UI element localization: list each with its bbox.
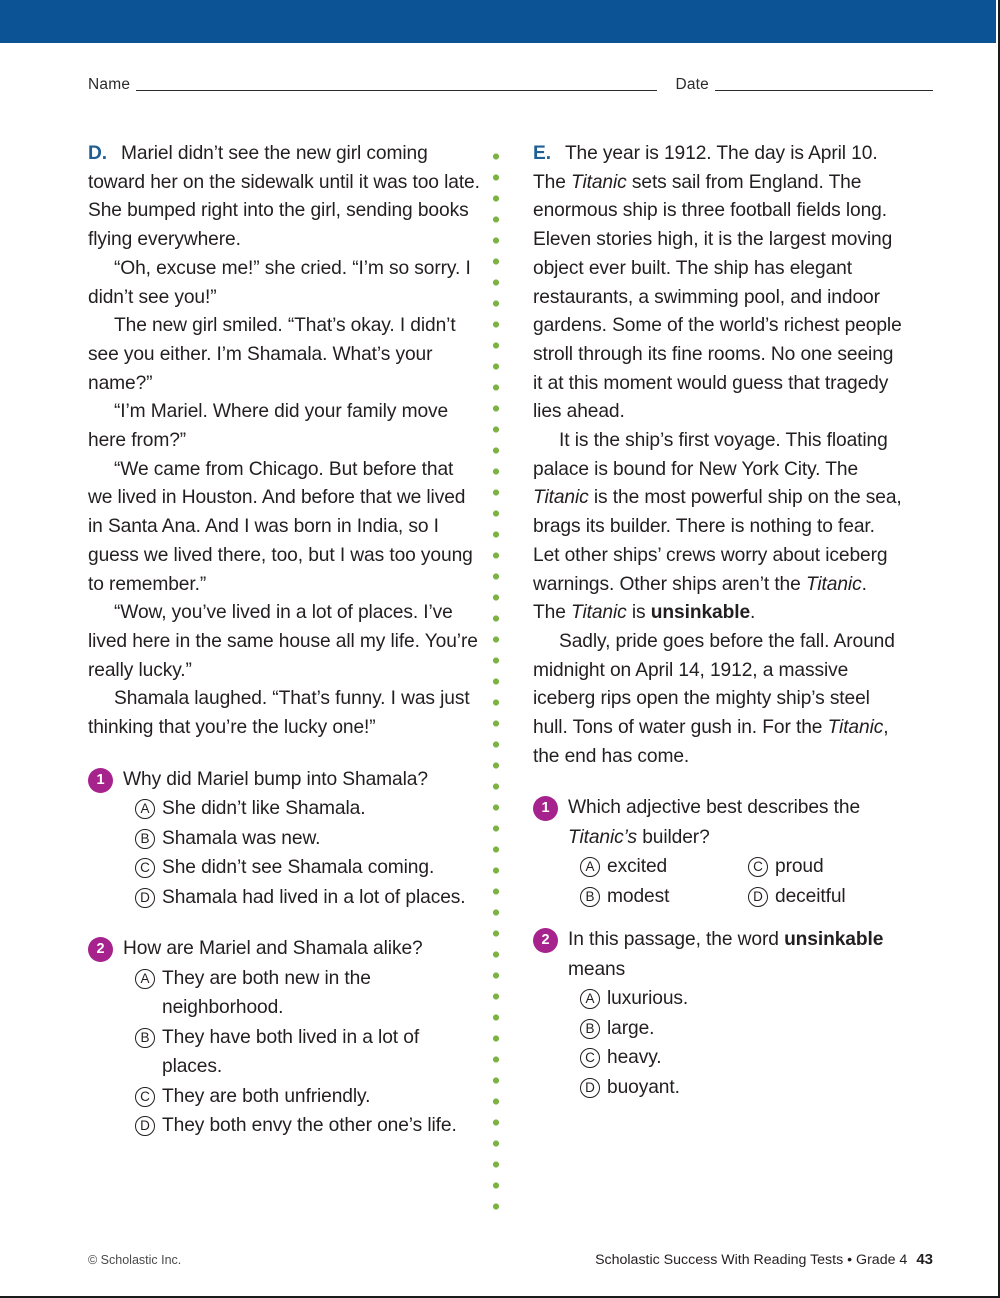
choice-list <box>568 852 904 911</box>
choice-text: They are both new in the neighborhood. <box>162 967 371 1019</box>
book-title: Scholastic Success With Reading Tests • Grade 4 <box>595 1252 908 1268</box>
choice-text: excited <box>607 856 668 878</box>
name-label: Name <box>88 76 131 93</box>
choice-bubble-b[interactable]: B <box>580 1019 600 1039</box>
name-date-row <box>88 76 933 95</box>
passage-e-paragraph-1 <box>533 140 904 427</box>
question-number-badge: 1 <box>533 796 558 821</box>
choice-option[interactable] <box>568 852 736 882</box>
choice-list <box>123 794 480 912</box>
choice-text: modest <box>607 885 670 907</box>
choice-bubble-d[interactable]: D <box>135 888 155 908</box>
spacer <box>533 911 904 925</box>
choice-bubble-c[interactable]: C <box>580 1048 600 1068</box>
choice-option[interactable] <box>123 853 480 883</box>
choice-option[interactable] <box>736 882 904 912</box>
choice-list <box>123 964 480 1141</box>
choice-text: They both envy the other one’s life. <box>162 1115 457 1137</box>
section-letter-d: D. <box>88 143 107 164</box>
choice-option[interactable] <box>568 984 904 1014</box>
choice-option[interactable] <box>568 1014 904 1044</box>
question-stem: In this passage, the word unsinkable means <box>568 929 884 980</box>
question-number-badge: 2 <box>88 937 113 962</box>
choice-bubble-c[interactable]: C <box>748 857 768 877</box>
choice-bubble-b[interactable]: B <box>135 829 155 849</box>
date-label: Date <box>675 76 709 93</box>
passage-e-text-1: The year is 1912. The day is April 10. The Titanic sets sail from England. The enormous ship is three football fields long. Eleven stories high, it is the largest moving object ever built. The ship has elegant restaurants, a swimming pool, and indoor gardens. Some of the world’s richest people stroll through its fine rooms. No one seeing it at this moment would guess that tragedy lies ahead. <box>533 143 902 423</box>
choice-bubble-b[interactable]: B <box>135 1028 155 1048</box>
choice-text: deceitful <box>775 885 846 907</box>
choice-option[interactable] <box>568 1043 904 1073</box>
question-number-badge: 2 <box>533 928 558 953</box>
question-body <box>568 793 904 911</box>
footer-title-group <box>595 1251 933 1268</box>
question-number-badge: 1 <box>88 768 113 793</box>
choice-text: heavy. <box>607 1047 662 1069</box>
choice-option[interactable] <box>123 1111 480 1141</box>
spacer <box>88 743 480 765</box>
choice-option[interactable] <box>123 964 480 1023</box>
choice-text: proud <box>775 856 824 878</box>
choice-text: Shamala was new. <box>162 827 321 849</box>
question-stem: Why did Mariel bump into Shamala? <box>123 768 428 790</box>
choice-bubble-d[interactable]: D <box>748 887 768 907</box>
question-stem: Which adjective best describes the Titanic’s builder? <box>568 797 861 848</box>
choice-text: large. <box>607 1017 655 1039</box>
choice-bubble-b[interactable]: B <box>580 887 600 907</box>
choice-text: She didn’t like Shamala. <box>162 798 366 820</box>
question-body <box>568 925 904 1102</box>
section-letter-e: E. <box>533 143 551 164</box>
passage-e <box>533 140 904 771</box>
choice-option[interactable] <box>123 1023 480 1082</box>
passage-e-paragraph-3: Sadly, pride goes before the fall. Around midnight on April 14, 1912, a massive iceberg rips open the mighty ship’s steel hull. Tons of water gush in. For the Titanic, the end has come. <box>533 630 895 767</box>
choice-bubble-a[interactable]: A <box>135 799 155 819</box>
left-column <box>88 140 488 1141</box>
question-body <box>123 934 480 1141</box>
copyright-notice: © Scholastic Inc. <box>88 1253 182 1267</box>
passage-d-paragraph-2: “Oh, excuse me!” she cried. “I’m so sorry. I didn’t see you!” <box>88 257 471 308</box>
choice-option[interactable] <box>736 852 904 882</box>
choice-text: luxurious. <box>607 988 689 1010</box>
passage-d <box>88 140 480 743</box>
choice-bubble-d[interactable]: D <box>135 1116 155 1136</box>
choice-text: Shamala had lived in a lot of places. <box>162 886 466 908</box>
choice-bubble-c[interactable]: C <box>135 858 155 878</box>
two-column-body <box>88 140 933 1211</box>
passage-d-paragraph-1 <box>88 140 480 255</box>
passage-d-text-1: Mariel didn’t see the new girl coming toward her on the sidewalk until it was too late. She bumped right into the girl, sending books flying everywhere. <box>88 143 480 251</box>
date-write-line[interactable] <box>715 90 933 91</box>
spacer <box>533 771 904 793</box>
choice-text: They are both unfriendly. <box>162 1085 371 1107</box>
choice-bubble-a[interactable]: A <box>580 857 600 877</box>
name-write-line[interactable] <box>136 90 657 91</box>
choice-list <box>568 984 904 1102</box>
passage-d-paragraph-7: Shamala laughed. “That’s funny. I was just thinking that you’re the lucky one!” <box>88 688 470 739</box>
passage-d-paragraph-5: “We came from Chicago. But before that we lived in Houston. And before that we lived in Santa Ana. And I was born in India, so I guess we lived there, too, but I was too young to remember.” <box>88 458 473 595</box>
page-number: 43 <box>916 1251 933 1268</box>
choice-text: They have both lived in a lot of places. <box>162 1026 420 1078</box>
dotted-column-divider <box>488 146 504 1211</box>
passage-d-paragraph-4: “I’m Mariel. Where did your family move here from?” <box>88 401 449 452</box>
choice-option[interactable] <box>123 794 480 824</box>
choice-bubble-c[interactable]: C <box>135 1087 155 1107</box>
passage-d-paragraph-3: The new girl smiled. “That’s okay. I didn’t see you either. I’m Shamala. What’s your name?” <box>88 315 456 394</box>
passage-d-paragraph-6: “Wow, you’ve lived in a lot of places. I’ve lived here in the same house all my life. You’re really lucky.” <box>88 602 478 681</box>
question-left-1 <box>88 765 480 913</box>
question-right-2 <box>533 925 904 1102</box>
question-right-1 <box>533 793 904 911</box>
question-left-2 <box>88 934 480 1141</box>
choice-bubble-a[interactable]: A <box>135 969 155 989</box>
choice-option[interactable] <box>568 882 736 912</box>
choice-option[interactable] <box>568 1073 904 1103</box>
choice-bubble-a[interactable]: A <box>580 989 600 1009</box>
choice-option[interactable] <box>123 883 480 913</box>
choice-text: buoyant. <box>607 1076 680 1098</box>
choice-bubble-d[interactable]: D <box>580 1078 600 1098</box>
passage-e-paragraph-2: It is the ship’s first voyage. This floating palace is bound for New York City. The Titanic is the most powerful ship on the sea, brags its builder. There is nothing to fear. Let other ships’ crews worry about iceberg warnings. Other ships aren’t the Titanic. The Titanic is unsinkable. <box>533 430 902 624</box>
choice-option[interactable] <box>123 824 480 854</box>
choice-text: She didn’t see Shamala coming. <box>162 857 435 879</box>
question-stem: How are Mariel and Shamala alike? <box>123 938 423 960</box>
spacer <box>88 912 480 934</box>
page-footer <box>88 1251 933 1268</box>
right-column <box>504 140 904 1102</box>
top-color-bar <box>0 0 996 43</box>
question-body <box>123 765 480 913</box>
choice-option[interactable] <box>123 1082 480 1112</box>
